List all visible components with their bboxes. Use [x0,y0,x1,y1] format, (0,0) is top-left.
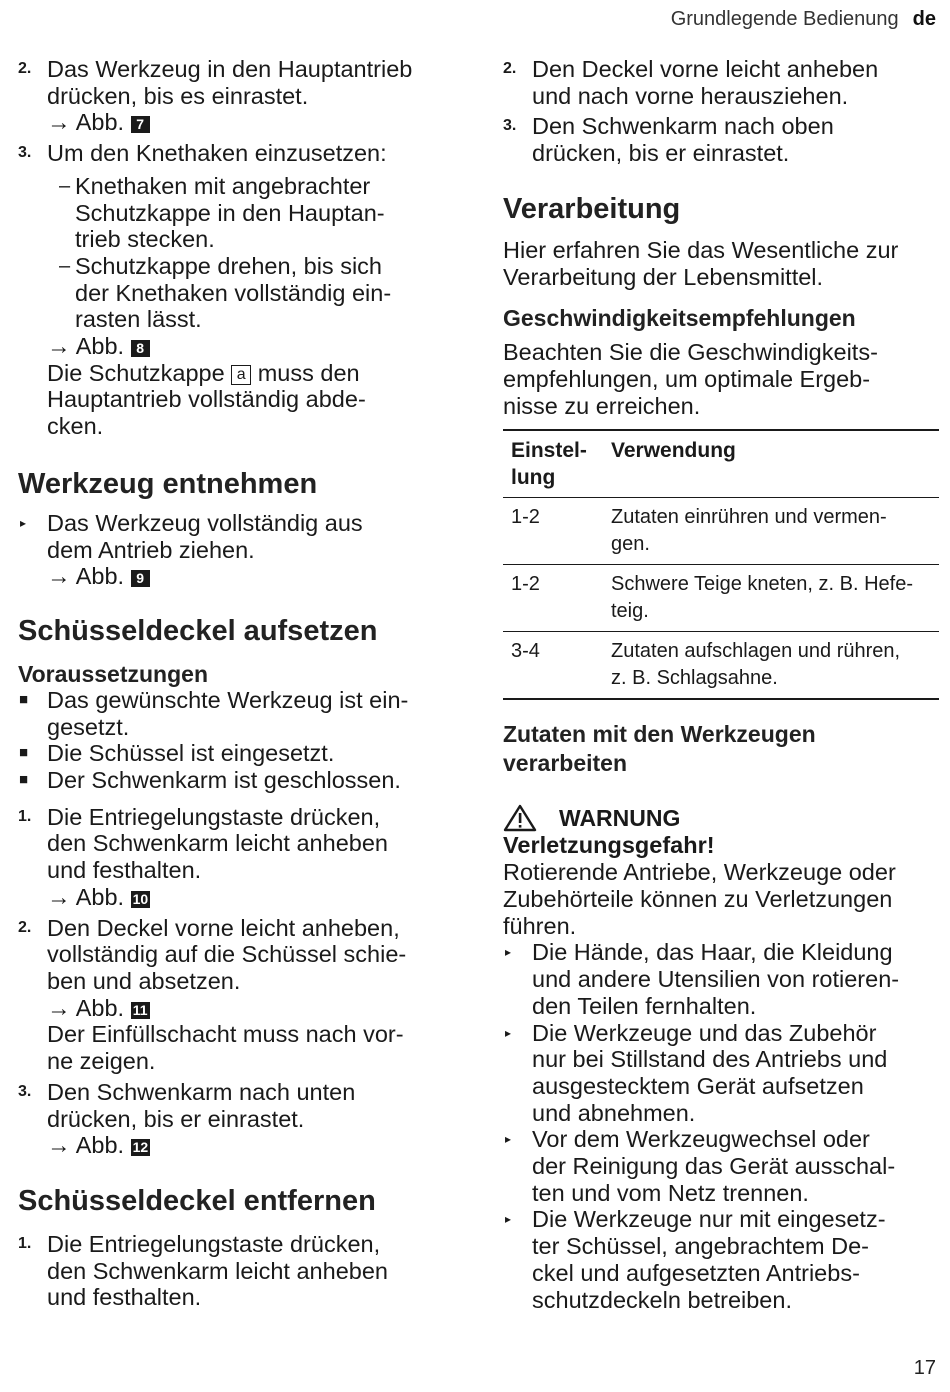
step-number: 3. [18,144,32,162]
triangle-bullet-icon: ▸ [505,1132,512,1147]
bullet-text: ausgestecktem Gerät aufsetzen [532,1072,864,1099]
use-text: Schwere Teige kneten, z. B. Hefe- [611,573,914,596]
substep-text: der Knethaken vollständig ein- [75,279,392,306]
note-post: muss den [257,359,360,386]
use-cell [611,571,939,625]
header-text: Einstel- [511,439,587,463]
figure-number: 9 [131,570,150,587]
warning-bullet [503,1126,939,1206]
processing-intro [503,237,939,290]
warning-text-line: Rotierende Antriebe, Werkzeuge oder [503,859,896,886]
use-cell [611,638,939,692]
bullet-text: Vor dem Werkzeugwechsel oder [532,1126,870,1153]
bullet-text: dem Antrieb ziehen. [47,536,255,563]
step-text: drücken, bis er einrastet. [47,1105,305,1132]
step-number: 3. [18,1082,32,1100]
bullet-text: und abnehmen. [532,1099,696,1126]
step-text: den Schwenkarm leicht anheben [47,830,388,857]
header-text: lung [511,466,556,490]
section-title: Grundlegende Bedienung [670,8,899,30]
dash-marker: – [59,254,71,277]
heading-remove-tool: Werkzeug entnehmen [18,467,318,500]
heading-line: verarbeiten [503,750,628,777]
bullet-text: und andere Utensilien von rotieren- [532,966,900,993]
note-text: cken. [47,413,104,440]
figure-reference [47,884,388,911]
column-header-use [611,437,939,491]
use-text: Zutaten aufschlagen und rühren, [611,640,901,663]
step-text: und festhalten. [47,1284,202,1311]
note-text [47,360,458,387]
bullet-text: ter Schüssel, angebrachtem De- [532,1233,869,1260]
triangle-bullet-icon: ▸ [20,515,27,530]
bullet-item [18,510,458,590]
step-text: ben und absetzen. [47,967,241,994]
step-text: drücken, bis es einrastet. [47,82,309,109]
page-number: 17 [913,1357,936,1379]
use-text: gen. [611,533,650,556]
abb-label: → Abb. [47,333,125,360]
abb-label: → Abb. [47,994,125,1021]
table-header [503,431,939,498]
column-header-setting [503,437,611,491]
step-kneading-hook [18,140,458,167]
warning-subtitle: Verletzungsgefahr! [503,832,715,859]
step-number: 2. [18,60,32,77]
figure-reference [47,1132,355,1159]
step-raise-arm [503,113,939,166]
figure-number: 7 [131,116,150,133]
substep-text: trieb stecken. [75,226,215,253]
step-text: Die Entriegelungstaste drücken, [47,803,381,830]
step-lower-arm [18,1079,458,1159]
heading-line: Zutaten mit den Werkzeugen [503,721,816,748]
table-row [503,631,939,698]
substep-text: Schutzkappe in den Hauptan- [75,199,385,226]
figure-number: 10 [132,890,149,907]
square-bullet-icon: ■ [19,771,29,789]
square-bullet-icon: ■ [19,744,29,762]
prerequisites-heading: Voraussetzungen [18,660,208,687]
step-number: 2. [503,60,517,77]
step-lift-lid [503,56,939,109]
substeps [18,173,458,333]
bullet-text: den Teilen fernhalten. [532,992,757,1019]
prerequisite-item [18,767,458,794]
step-text: und festhalten. [47,857,202,884]
step-text: Die Entriegelungstaste drücken, [47,1230,381,1257]
bullet-text: schutzdeckeln betreiben. [532,1286,792,1313]
step-number: 2. [18,918,32,936]
bullet-text: ten und vom Netz trennen. [532,1179,809,1206]
warning-block [503,804,939,1313]
prerequisite-item [18,740,458,767]
speed-text-line: empfehlungen, um optimale Ergeb- [503,365,871,392]
step-number: 1. [18,1234,32,1252]
speed-text-line: nisse zu erreichen. [503,392,701,419]
step-text: Den Deckel vorne leicht anheben [532,56,879,82]
warning-text-line: Zubehörteile können zu Verletzungen [503,886,893,913]
figure-number: 11 [131,1002,150,1019]
speed-recommendations-heading: Geschwindigkeitsempfehlungen [503,305,856,332]
heading-processing: Verarbeitung [503,192,681,225]
warning-bullet [503,1020,939,1127]
figure-reference [47,109,412,136]
note-text: Hauptantrieb vollständig abde- [47,386,366,413]
header-text: Verwendung [611,439,736,463]
table-row [503,564,939,631]
figure-reference [47,995,406,1022]
bullet-text: nur bei Stillstand des Antriebs und [532,1046,888,1073]
warning-text-line: führen. [503,912,577,939]
substep [47,253,458,333]
bullet-text: ckel und aufgesetzten Antriebs- [532,1259,860,1286]
tools-processing-heading [503,720,939,778]
step-note: Der Einfüllschacht muss nach vor- [47,1021,404,1048]
part-marker: a [231,365,251,385]
use-text: z. B. Schlagsahne. [611,667,778,690]
figure-number: 12 [132,1139,149,1156]
page-header [671,8,936,31]
step-text: und nach vorne herausziehen. [532,82,849,109]
step-place-lid [18,915,458,1075]
speed-text-line: Beachten Sie die Geschwindigkeits- [503,339,878,366]
abb-label: → Abb. [47,563,125,590]
use-cell [611,504,939,558]
triangle-bullet-icon: ▸ [505,1212,512,1227]
prerequisite-text: gesetzt. [47,713,130,740]
dash-marker: – [59,174,71,197]
bullet-text: Die Werkzeuge und das Zubehör [532,1019,877,1046]
intro-text: Hier erfahren Sie das Wesentliche zur [503,236,899,263]
bullet-text: der Reinigung das Gerät ausschal- [532,1153,896,1180]
abb-label: → Abb. [47,109,125,136]
warning-triangle-icon [503,804,537,832]
note-block [18,333,458,440]
substep-text: rasten lässt. [75,306,202,333]
speed-text [503,339,939,419]
speed-table [503,429,939,700]
language-code: de [912,8,936,30]
warning-bullet [503,1206,939,1313]
abb-label: → Abb. [47,1132,125,1159]
right-column [503,56,939,1313]
use-text: teig. [611,600,649,623]
prerequisites-list [18,687,458,794]
setting-cell: 1-2 [511,506,540,529]
triangle-bullet-icon: ▸ [505,945,512,960]
prerequisite-text: Das gewünschte Werkzeug ist ein- [47,686,409,713]
bullet-text: Die Werkzeuge nur mit eingesetz- [532,1206,886,1233]
step-text: den Schwenkarm leicht anheben [47,1257,388,1284]
step-text: Den Deckel vorne leicht anheben, [47,914,400,941]
step-number: 1. [18,807,32,825]
square-bullet-icon: ■ [19,690,29,708]
prerequisite-text: Die Schüssel ist eingesetzt. [47,740,335,767]
triangle-bullet-icon: ▸ [505,1025,512,1040]
step-text: drücken, bis er einrastet. [532,140,790,167]
step-note: ne zeigen. [47,1048,156,1075]
figure-reference [47,563,363,590]
bullet-text: Das Werkzeug vollständig aus [47,509,363,536]
step-text: Den Schwenkarm nach oben [532,113,834,140]
note-pre: Die Schutzkappe [47,359,225,386]
warning-bullet [503,939,939,1019]
step-text: Den Schwenkarm nach unten [47,1078,356,1105]
figure-number: 8 [131,340,150,357]
step-text: Um den Knethaken einzusetzen: [47,140,387,167]
abb-label: → Abb. [47,883,125,910]
setting-cell: 3-4 [511,640,540,663]
left-column [18,56,458,1311]
setting-cell: 1-2 [511,573,540,596]
step-text: vollständig auf die Schüssel schie- [47,941,407,968]
substep [47,173,458,253]
bullet-text: Die Hände, das Haar, die Kleidung [532,939,893,966]
intro-text: Verarbeitung der Lebensmittel. [503,263,824,290]
step-number: 3. [503,117,517,135]
heading-attach-lid: Schüsseldeckel aufsetzen [18,614,378,647]
heading-remove-lid: Schüsseldeckel entfernen [18,1184,376,1217]
table-row [503,498,939,564]
warning-label: WARNUNG [559,804,681,831]
prerequisite-text: Der Schwenkarm ist geschlossen. [47,767,401,794]
use-text: Zutaten einrühren und vermen- [611,506,887,529]
step-insert-tool [18,56,458,136]
step-text: Das Werkzeug in den Hauptantrieb [47,56,413,82]
figure-reference [47,333,458,360]
warning-title [503,804,939,832]
warning-text [503,859,939,939]
prerequisite-item [18,687,458,740]
step-unlock-remove [18,1231,458,1311]
step-unlock [18,804,458,911]
substep-text: Schutzkappe drehen, bis sich [75,252,382,279]
substep-text: Knethaken mit angebrachter [75,172,371,199]
